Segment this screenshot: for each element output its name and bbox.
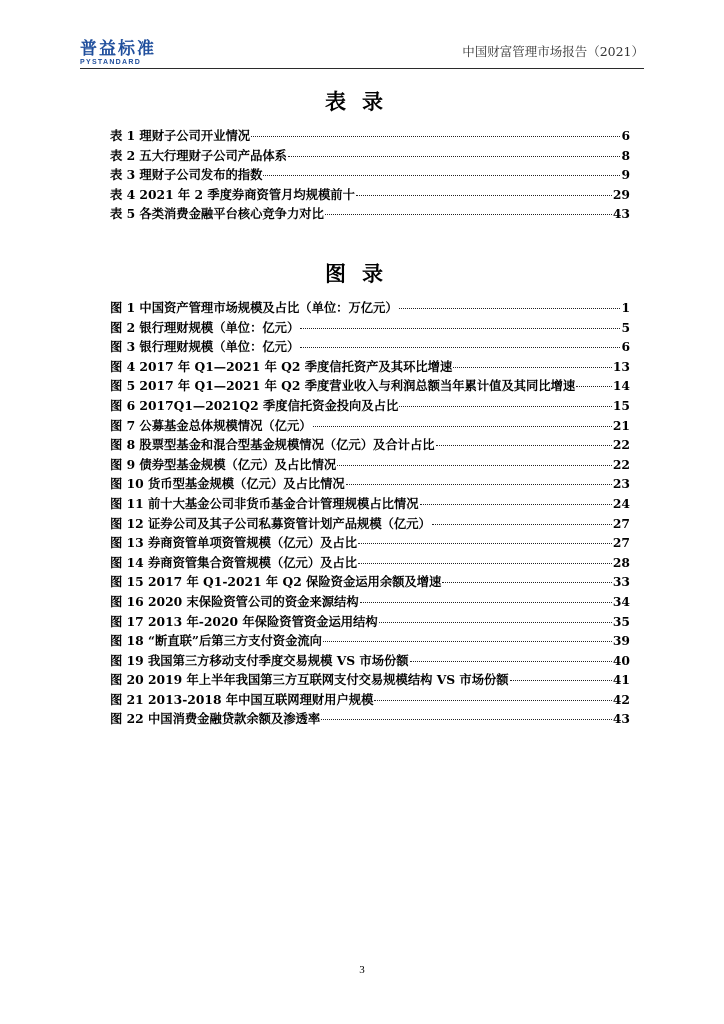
dot-leader <box>453 367 612 368</box>
figure-entry-page: 40 <box>612 652 630 668</box>
logo-chinese-text: 普益标准 <box>80 39 156 59</box>
figure-entry-page: 23 <box>612 476 630 492</box>
figure-entry[interactable] <box>110 651 630 671</box>
company-logo <box>80 40 156 67</box>
figure-entry[interactable] <box>110 396 630 416</box>
table-entry-page: 9 <box>621 167 630 183</box>
figure-entry-label: 图 5 2017 年 Q1—2021 年 Q2 季度营业收入与利润总额当年累计值及其同比增速 <box>110 378 576 394</box>
figure-entry[interactable] <box>110 572 630 592</box>
figure-entry[interactable] <box>110 631 630 651</box>
figure-entry[interactable] <box>110 416 630 436</box>
figure-entry-label: 图 8 股票型基金和混合型基金规模情况（亿元）及合计占比 <box>110 437 435 453</box>
dot-leader <box>399 406 612 407</box>
dot-leader <box>313 426 612 427</box>
figure-entry-page: 43 <box>612 711 630 727</box>
figure-entry-page: 34 <box>612 593 630 609</box>
dot-leader <box>337 465 612 466</box>
figure-entry-label: 图 17 2013 年-2020 年保险资管资金运用结构 <box>110 613 378 629</box>
figure-entry-label: 图 16 2020 末保险资管公司的资金来源结构 <box>110 593 359 609</box>
figure-entry-label: 图 12 证券公司及其子公司私募资管计划产品规模（亿元） <box>110 515 431 531</box>
table-entry-page: 43 <box>612 206 630 222</box>
figure-entry[interactable] <box>110 690 630 710</box>
figure-entry-page: 39 <box>612 633 630 649</box>
dot-leader <box>323 641 612 642</box>
figure-entry-label: 图 2 银行理财规模（单位：亿元） <box>110 319 300 335</box>
figure-entry-label: 图 6 2017Q1—2021Q2 季度信托资金投向及占比 <box>110 397 399 413</box>
figure-entry-page: 28 <box>612 554 630 570</box>
figure-entry-page: 24 <box>612 495 630 511</box>
figure-entry-label: 图 20 2019 年上半年我国第三方互联网支付交易规模结构 VS 市场份额 <box>110 672 509 688</box>
figure-entry-label: 图 15 2017 年 Q1-2021 年 Q2 保险资金运用余额及增速 <box>110 574 442 590</box>
figure-entry-page: 1 <box>621 300 630 315</box>
figures-section-title: 图录 <box>325 261 399 286</box>
dot-leader <box>379 622 612 623</box>
table-entry-label: 表 3 理财子公司发布的指数 <box>110 167 263 183</box>
figure-entry-page: 35 <box>612 613 630 629</box>
table-entry-label: 表 5 各类消费金融平台核心竞争力对比 <box>110 206 324 222</box>
dot-leader <box>576 386 612 387</box>
figure-entry[interactable] <box>110 318 630 338</box>
header-divider <box>80 68 644 69</box>
figure-entry-page: 13 <box>612 358 630 374</box>
figure-entry[interactable] <box>110 514 630 534</box>
figure-entry[interactable] <box>110 357 630 377</box>
dot-leader <box>442 582 612 583</box>
dot-leader <box>325 214 612 215</box>
figure-entry-label: 图 19 我国第三方移动支付季度交易规模 VS 市场份额 <box>110 652 409 668</box>
dot-leader <box>436 445 612 446</box>
table-entry-label: 表 2 五大行理财子公司产品体系 <box>110 147 287 163</box>
figure-entry-page: 41 <box>612 672 630 688</box>
figure-entry-label: 图 18 “断直联”后第三方支付资金流向 <box>110 633 322 649</box>
dot-leader <box>356 195 612 196</box>
figure-entry-label: 图 7 公募基金总体规模情况（亿元） <box>110 417 312 433</box>
figure-entry-page: 15 <box>612 397 630 413</box>
dot-leader <box>251 136 620 137</box>
figure-entry-label: 图 22 中国消费金融贷款余额及渗透率 <box>110 711 321 727</box>
figure-entry-page: 6 <box>621 339 630 355</box>
figure-entry[interactable] <box>110 298 630 318</box>
figure-entry[interactable] <box>110 435 630 455</box>
dot-leader <box>300 347 620 348</box>
figure-entry[interactable] <box>110 592 630 612</box>
table-entry[interactable] <box>110 204 630 224</box>
table-entry[interactable] <box>110 165 630 185</box>
figure-entry[interactable] <box>110 337 630 357</box>
dot-leader <box>510 680 612 681</box>
figure-entry-label: 图 1 中国资产管理市场规模及占比（单位：万亿元） <box>110 300 398 315</box>
table-entry[interactable] <box>110 146 630 166</box>
figure-entry-label: 图 4 2017 年 Q1—2021 年 Q2 季度信托资产及其环比增速 <box>110 358 453 374</box>
figure-entry-page: 14 <box>612 378 630 394</box>
figure-entry[interactable] <box>110 376 630 396</box>
figures-list <box>110 298 630 729</box>
figure-entry[interactable] <box>110 474 630 494</box>
table-entry-page: 6 <box>621 128 630 143</box>
figure-entry-page: 5 <box>621 319 630 335</box>
figure-entry-page: 27 <box>612 515 630 531</box>
figure-entry[interactable] <box>110 709 630 729</box>
table-entry-label: 表 4 2021 年 2 季度券商资管月均规模前十 <box>110 186 355 202</box>
tables-list <box>110 126 630 224</box>
dot-leader <box>346 484 612 485</box>
figure-entry-label: 图 13 券商资管单项资管规模（亿元）及占比 <box>110 535 358 551</box>
dot-leader <box>432 524 612 525</box>
table-entry-page: 8 <box>621 147 630 163</box>
page-number: 3 <box>359 964 365 976</box>
figure-entry-page: 21 <box>612 417 630 433</box>
figure-entry[interactable] <box>110 553 630 573</box>
figure-entry[interactable] <box>110 533 630 553</box>
table-entry[interactable] <box>110 185 630 205</box>
figure-entry[interactable] <box>110 612 630 632</box>
dot-leader <box>358 563 612 564</box>
dot-leader <box>410 661 612 662</box>
dot-leader <box>420 504 612 505</box>
figure-entry-label: 图 11 前十大基金公司非货币基金合计管理规模占比情况 <box>110 495 419 511</box>
figure-entry-page: 33 <box>612 574 630 590</box>
dot-leader <box>288 156 620 157</box>
figure-entry-page: 27 <box>612 535 630 551</box>
figure-entry-page: 22 <box>612 456 630 472</box>
figure-entry[interactable] <box>110 670 630 690</box>
figure-entry-label: 图 21 2013-2018 年中国互联网理财用户规模 <box>110 691 374 707</box>
dot-leader <box>321 719 612 720</box>
figure-entry[interactable] <box>110 455 630 475</box>
tables-section-title: 表录 <box>325 89 399 114</box>
logo-english-text: PYSTANDARD <box>80 59 142 66</box>
figure-entry-label: 图 10 货币型基金规模（亿元）及占比情况 <box>110 476 345 492</box>
figure-entry-label: 图 9 债券型基金规模（亿元）及占比情况 <box>110 456 337 472</box>
figure-entry-page: 42 <box>612 691 630 707</box>
dot-leader <box>399 308 621 309</box>
table-entry-label: 表 1 理财子公司开业情况 <box>110 128 251 143</box>
report-title: 中国财富管理市场报告（2021） <box>462 44 644 59</box>
dot-leader <box>374 700 612 701</box>
figure-entry-page: 22 <box>612 437 630 453</box>
dot-leader <box>360 602 612 603</box>
dot-leader <box>358 543 612 544</box>
dot-leader <box>300 328 620 329</box>
table-entry[interactable] <box>110 126 630 146</box>
figure-entry-label: 图 14 券商资管集合资管规模（亿元）及占比 <box>110 554 358 570</box>
figure-entry-label: 图 3 银行理财规模（单位：亿元） <box>110 339 300 355</box>
table-entry-page: 29 <box>612 186 630 202</box>
dot-leader <box>263 175 620 176</box>
figure-entry[interactable] <box>110 494 630 514</box>
